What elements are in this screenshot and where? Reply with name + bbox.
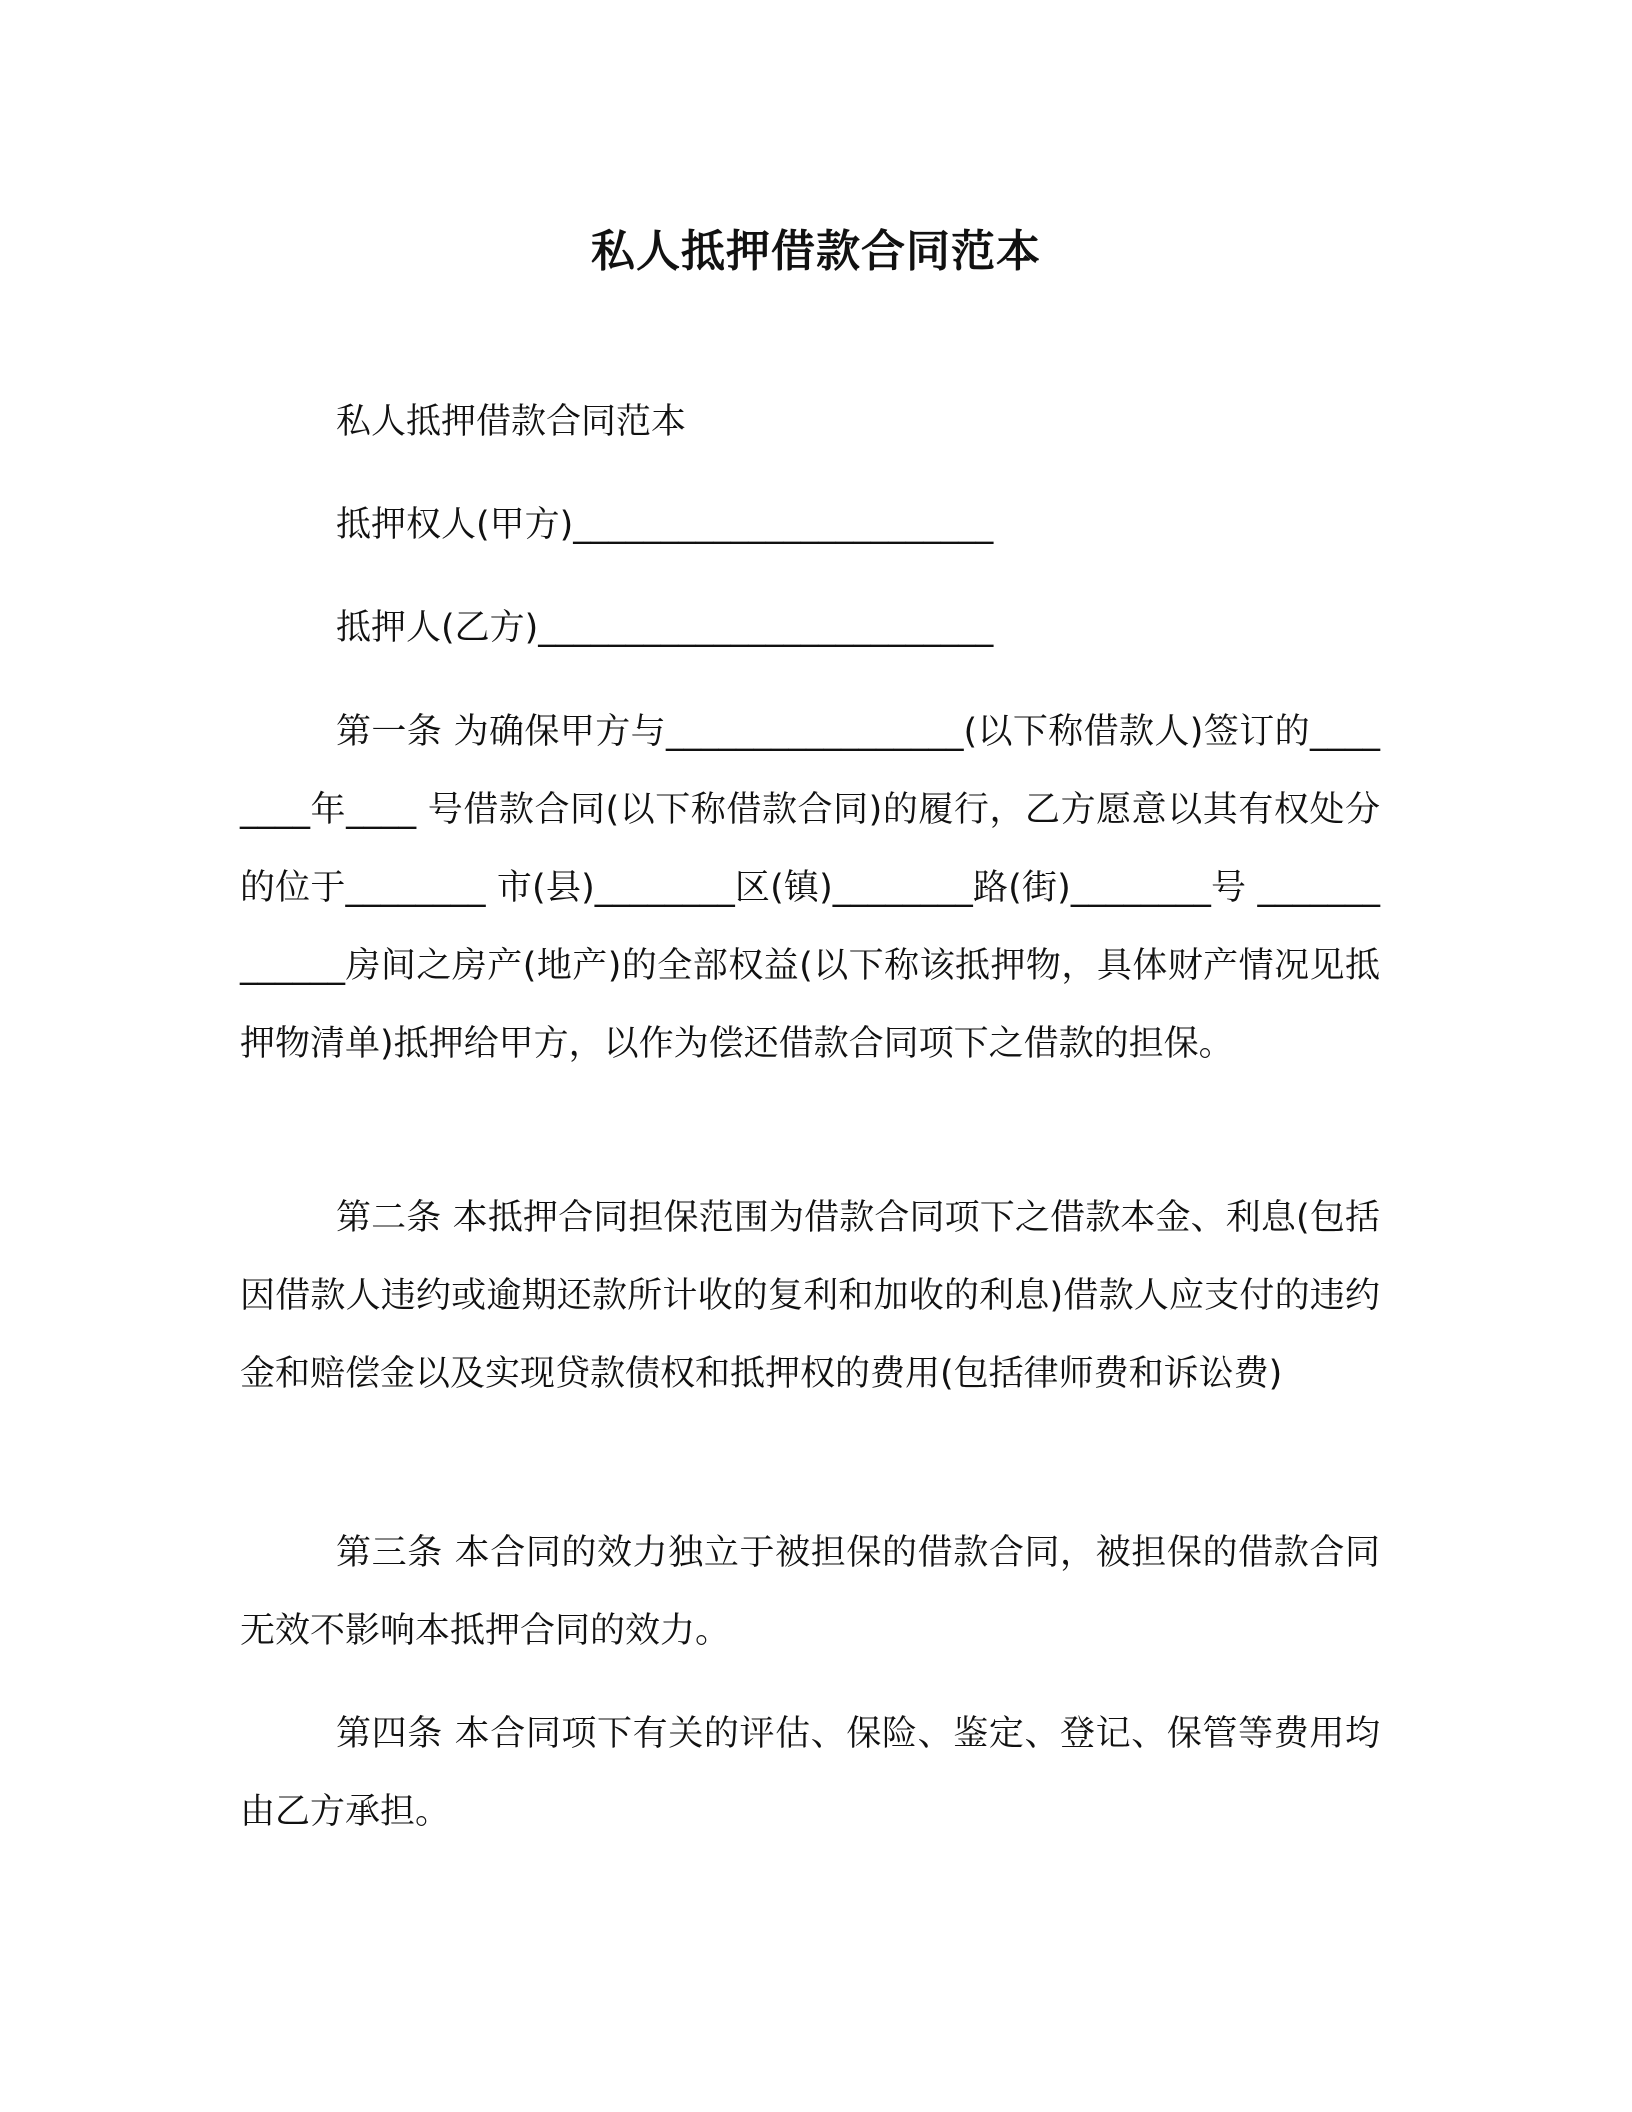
document-subtitle: 私人抵押借款合同范本 <box>336 402 687 442</box>
mortgagor-line: 抵押人(乙方)__________________________ <box>336 608 994 648</box>
article-3: 第三条 本合同的效力独立于被担保的借款合同，被担保的借款合同无效不影响本抵押合同的效力。 <box>240 1533 1380 1651</box>
article-2: 第二条 本抵押合同担保范围为借款合同项下之借款本金、利息(包括因借款人违约或逾期还款所计收的复利和加收的利息)借款人应支付的违约金和赔偿金以及实现贷款债权和抵押权的费用(包括律师费和诉讼费) <box>240 1198 1380 1394</box>
mortgagee-line: 抵押权人(甲方)________________________ <box>336 505 994 545</box>
article-1: 第一条 为确保甲方与_________________(以下称借款人)签订的________年____ 号借款合同(以下称借款合同)的履行，乙方愿意以其有权处分的位于________ 市(县)________区(镇)________路(街)________号 _____________房间之房产(地产)的全部权益(以下称该抵押物，具体财产情况见抵押物清单)抵押给甲方，以作为偿还借款合同项下之借款的担保。 <box>240 712 1380 1064</box>
article-4: 第四条 本合同项下有关的评估、保险、鉴定、登记、保管等费用均由乙方承担。 <box>240 1714 1380 1832</box>
document-title: 私人抵押借款合同范本 <box>591 226 1041 277</box>
